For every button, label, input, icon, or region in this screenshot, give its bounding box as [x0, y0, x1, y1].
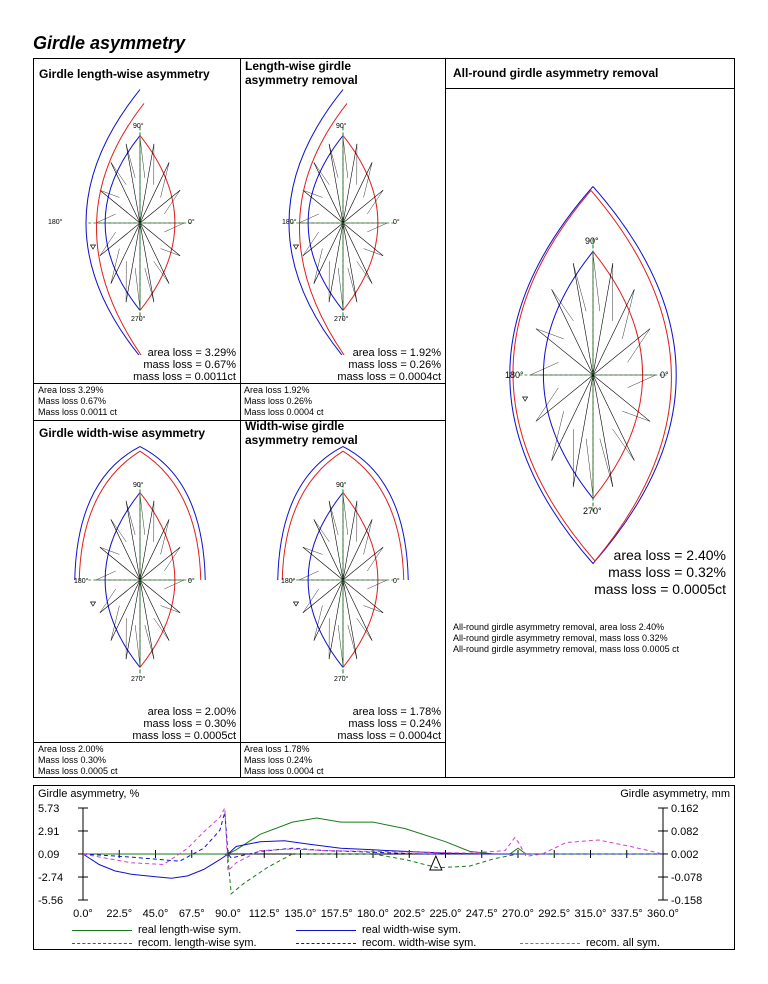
marker-triangle	[294, 602, 299, 606]
area-loss: area loss = 2.00%	[147, 706, 236, 718]
summary-line: Mass loss 0.0004 ct	[244, 766, 324, 776]
legend-item	[72, 924, 241, 936]
angle-180-p1: 180°	[48, 219, 63, 226]
series-line	[83, 841, 663, 879]
summary-line: Mass loss 0.24%	[244, 755, 313, 765]
spoke	[140, 162, 169, 223]
diagram-width-removal	[243, 440, 443, 690]
spoke	[343, 162, 372, 223]
y-tick-label-left: -2.74	[38, 872, 64, 885]
summary-line: Area loss 1.78%	[244, 744, 310, 754]
legend-item	[296, 924, 461, 936]
spoke	[314, 519, 343, 580]
spoke	[140, 223, 154, 302]
angle-90-p1: 90°	[133, 123, 144, 130]
summary-line: Mass loss 0.0005 ct	[38, 766, 118, 776]
summary-line: All-round girdle asymmetry removal, area loss 2.40%	[453, 622, 665, 632]
mass-loss: mass loss = 0.67%	[143, 359, 236, 371]
angle-180-p2: 180°	[282, 219, 297, 226]
facet-line	[530, 362, 558, 375]
facet-line	[628, 375, 656, 388]
mass-loss: mass loss = 0.30%	[143, 718, 236, 730]
x-tick-label: 135.0°	[284, 908, 317, 920]
summary-line: Mass loss 0.26%	[244, 396, 313, 406]
angle-0-p3: 0°	[188, 578, 195, 585]
facet-line	[364, 519, 373, 554]
summary-line: Mass loss 0.67%	[38, 396, 107, 406]
area-loss: area loss = 2.40%	[613, 547, 726, 563]
legend-item	[520, 937, 660, 949]
spoke	[593, 289, 634, 375]
mass-loss: mass loss = 0.24%	[348, 718, 441, 730]
legend-swatch	[72, 943, 132, 944]
facet-line	[111, 249, 120, 284]
facet-line	[573, 263, 586, 311]
angle-0-p1: 0°	[188, 219, 195, 226]
area-loss: area loss = 3.29%	[147, 347, 236, 359]
summary-p2	[244, 385, 324, 418]
facet-line	[628, 329, 651, 363]
spoke	[552, 375, 593, 461]
angle-90-p3: 90°	[133, 482, 144, 489]
x-tick-label: 337.5°	[610, 908, 643, 920]
spoke	[536, 375, 593, 421]
y-tick-label-right: 0.002	[671, 848, 699, 861]
mass-loss: mass loss = 0.32%	[608, 564, 726, 580]
angle-270-p2: 270°	[334, 316, 349, 323]
y-tick-label-left: 2.91	[38, 825, 60, 838]
mass-loss-ct: mass loss = 0.0011ct	[133, 371, 236, 383]
facet-line	[586, 439, 593, 496]
summary-p1	[38, 385, 117, 418]
mass-loss-ct: mass loss = 0.0004ct	[337, 371, 441, 383]
page-title: Girdle asymmetry	[33, 33, 186, 53]
spoke	[593, 375, 613, 487]
facet-line	[161, 162, 170, 197]
angle-270-p1: 270°	[131, 316, 146, 323]
spoke	[314, 580, 343, 641]
x-tick-label: 315.0°	[574, 908, 607, 920]
facet-line	[593, 254, 600, 311]
spoke	[140, 580, 154, 659]
x-tick-label: 247.5°	[465, 908, 498, 920]
facet-line	[100, 232, 116, 256]
angle-90-p4: 90°	[336, 482, 347, 489]
facet-line	[622, 289, 634, 338]
panel-title-allround-removal: All-round girdle asymmetry removal	[453, 66, 659, 80]
spoke	[343, 223, 372, 284]
x-tick-label: 360.0°	[647, 908, 679, 920]
angle-270-p5: 270°	[583, 506, 602, 516]
mass-loss-ct: mass loss = 0.0005ct	[132, 730, 236, 742]
summary-line: Area loss 1.92%	[244, 385, 310, 395]
y-tick-label-right: -0.078	[671, 872, 703, 885]
panel-title-width-removal: Width-wise girdle asymmetry removal	[245, 419, 358, 447]
asymmetry-line-chart	[33, 800, 735, 925]
summary-p5	[453, 622, 679, 655]
facet-line	[552, 411, 564, 460]
legend-label: recom. width-wise sym.	[362, 937, 477, 949]
facet-line	[367, 190, 383, 214]
spoke	[140, 580, 169, 641]
facet-line	[161, 519, 170, 554]
facet-line	[364, 162, 373, 197]
angle-180-p4: 180°	[281, 578, 296, 585]
facet-line	[343, 137, 348, 178]
x-tick-label: 157.5°	[320, 908, 353, 920]
angle-270-p4: 270°	[334, 676, 349, 683]
area-loss: area loss = 1.78%	[352, 706, 441, 718]
spoke	[111, 162, 140, 223]
y-tick-label-left: 5.73	[38, 803, 60, 815]
spoke	[343, 519, 372, 580]
divider-h-p1	[33, 383, 445, 384]
facet-line	[367, 547, 383, 571]
x-tick-label: 0.0°	[73, 908, 93, 920]
y-tick-label-right: 0.082	[671, 825, 699, 838]
spoke	[111, 519, 140, 580]
chart-ylabel-left: Girdle asymmetry, %	[38, 788, 140, 800]
mass-loss-ct: mass loss = 0.0004ct	[337, 730, 441, 742]
legend-label: recom. length-wise sym.	[138, 937, 257, 949]
x-tick-label: 112.5°	[248, 908, 280, 920]
facet-line	[164, 547, 180, 571]
legend-swatch	[72, 930, 132, 931]
legend-item	[296, 937, 476, 949]
legend-label: recom. all sym.	[586, 937, 660, 949]
spoke	[343, 580, 372, 641]
legend-swatch	[296, 943, 356, 944]
facet-line	[111, 606, 120, 641]
facet-line	[135, 268, 140, 309]
spoke	[111, 223, 140, 284]
series-line	[83, 808, 663, 871]
angle-0-p5: 0°	[660, 370, 669, 380]
summary-line: Area loss 3.29%	[38, 385, 104, 395]
marker-triangle	[294, 245, 299, 249]
panel-title-length-asym: Girdle length-wise asymmetry	[39, 67, 210, 81]
chart-marker-triangle	[430, 856, 442, 870]
marker-triangle	[91, 245, 96, 249]
x-tick-label: 22.5°	[106, 908, 133, 920]
spoke	[126, 501, 140, 580]
diagram-width-asym	[40, 440, 240, 690]
facet-line	[140, 494, 145, 535]
stats-p2	[285, 347, 441, 383]
legend-label: real length-wise sym.	[138, 924, 242, 936]
spoke	[140, 519, 169, 580]
angle-180-p5: 180°	[505, 370, 524, 380]
stats-p4	[285, 706, 441, 742]
facet-line	[314, 606, 323, 641]
spoke	[329, 144, 343, 223]
angle-270-p3: 270°	[131, 676, 146, 683]
facet-line	[164, 190, 180, 214]
facet-line	[314, 249, 323, 284]
x-tick-label: 67.5°	[178, 908, 205, 920]
summary-line: Area loss 2.00%	[38, 744, 104, 754]
spoke	[314, 162, 343, 223]
divider-v2	[445, 58, 446, 778]
angle-90-p2: 90°	[336, 123, 347, 130]
marker-triangle	[91, 602, 96, 606]
angle-0-p2: 0°	[393, 219, 400, 226]
x-tick-label: 90.0°	[215, 908, 241, 920]
mass-loss-ct: mass loss = 0.0005ct	[594, 581, 726, 597]
angle-180-p3: 180°	[74, 578, 89, 585]
legend-item	[72, 937, 257, 949]
spoke	[593, 375, 650, 421]
facet-line	[140, 137, 145, 178]
y-tick-label-left: 0.09	[38, 848, 60, 861]
spoke	[573, 263, 593, 375]
area-loss: area loss = 1.92%	[352, 347, 441, 359]
facet-line	[343, 494, 348, 535]
summary-p4	[244, 744, 324, 777]
panel-title-length-removal: Length-wise girdle asymmetry removal	[245, 59, 358, 87]
spoke	[593, 375, 634, 461]
summary-line: Mass loss 0.0011 ct	[38, 407, 117, 417]
facet-line	[338, 625, 343, 666]
spoke	[111, 580, 140, 641]
angle-90-p5: 90°	[585, 236, 599, 246]
stats-p3	[80, 706, 236, 742]
summary-line: Mass loss 0.30%	[38, 755, 107, 765]
marker-triangle	[523, 397, 528, 401]
legend-label: real width-wise sym.	[362, 924, 462, 936]
x-tick-label: 180.0°	[357, 908, 389, 920]
spoke	[314, 223, 343, 284]
spoke	[329, 501, 343, 580]
x-tick-label: 225.0°	[429, 908, 462, 920]
x-tick-label: 292.5°	[538, 908, 571, 920]
legend-swatch	[520, 943, 580, 944]
spoke	[343, 223, 357, 302]
mass-loss: mass loss = 0.26%	[348, 359, 441, 371]
facet-line	[100, 589, 116, 613]
spoke	[593, 329, 650, 375]
facet-line	[303, 589, 319, 613]
panel-title-width-asym: Girdle width-wise asymmetry	[39, 426, 206, 440]
facet-line	[338, 268, 343, 309]
angle-0-p4: 0°	[393, 578, 400, 585]
spoke	[536, 329, 593, 375]
summary-p3	[38, 744, 118, 777]
divider-h-top	[446, 88, 735, 89]
summary-line: All-round girdle asymmetry removal, mass loss 0.0005 ct	[453, 644, 680, 654]
summary-line: Mass loss 0.0004 ct	[244, 407, 324, 417]
spoke	[126, 144, 140, 223]
spoke	[552, 289, 593, 375]
spoke	[343, 580, 357, 659]
stats-p1	[80, 347, 236, 383]
x-tick-label: 45.0°	[142, 908, 169, 920]
divider-v1	[240, 58, 241, 778]
summary-line: All-round girdle asymmetry removal, mass loss 0.32%	[453, 633, 668, 643]
legend-swatch	[296, 930, 356, 931]
y-tick-label-left: -5.56	[38, 895, 64, 907]
facet-line	[536, 388, 559, 422]
divider-h-p3	[33, 742, 445, 743]
facet-line	[303, 232, 319, 256]
facet-line	[135, 625, 140, 666]
x-tick-label: 202.5°	[393, 908, 426, 920]
chart-ylabel-right: Girdle asymmetry, mm	[620, 788, 730, 800]
spoke	[140, 223, 169, 284]
series-line	[83, 818, 663, 854]
facet-line	[600, 439, 613, 487]
stats-p5	[540, 547, 726, 598]
y-tick-label-right: -0.158	[671, 895, 703, 907]
y-tick-label-right: 0.162	[671, 803, 699, 815]
x-tick-label: 270.0°	[502, 908, 534, 920]
